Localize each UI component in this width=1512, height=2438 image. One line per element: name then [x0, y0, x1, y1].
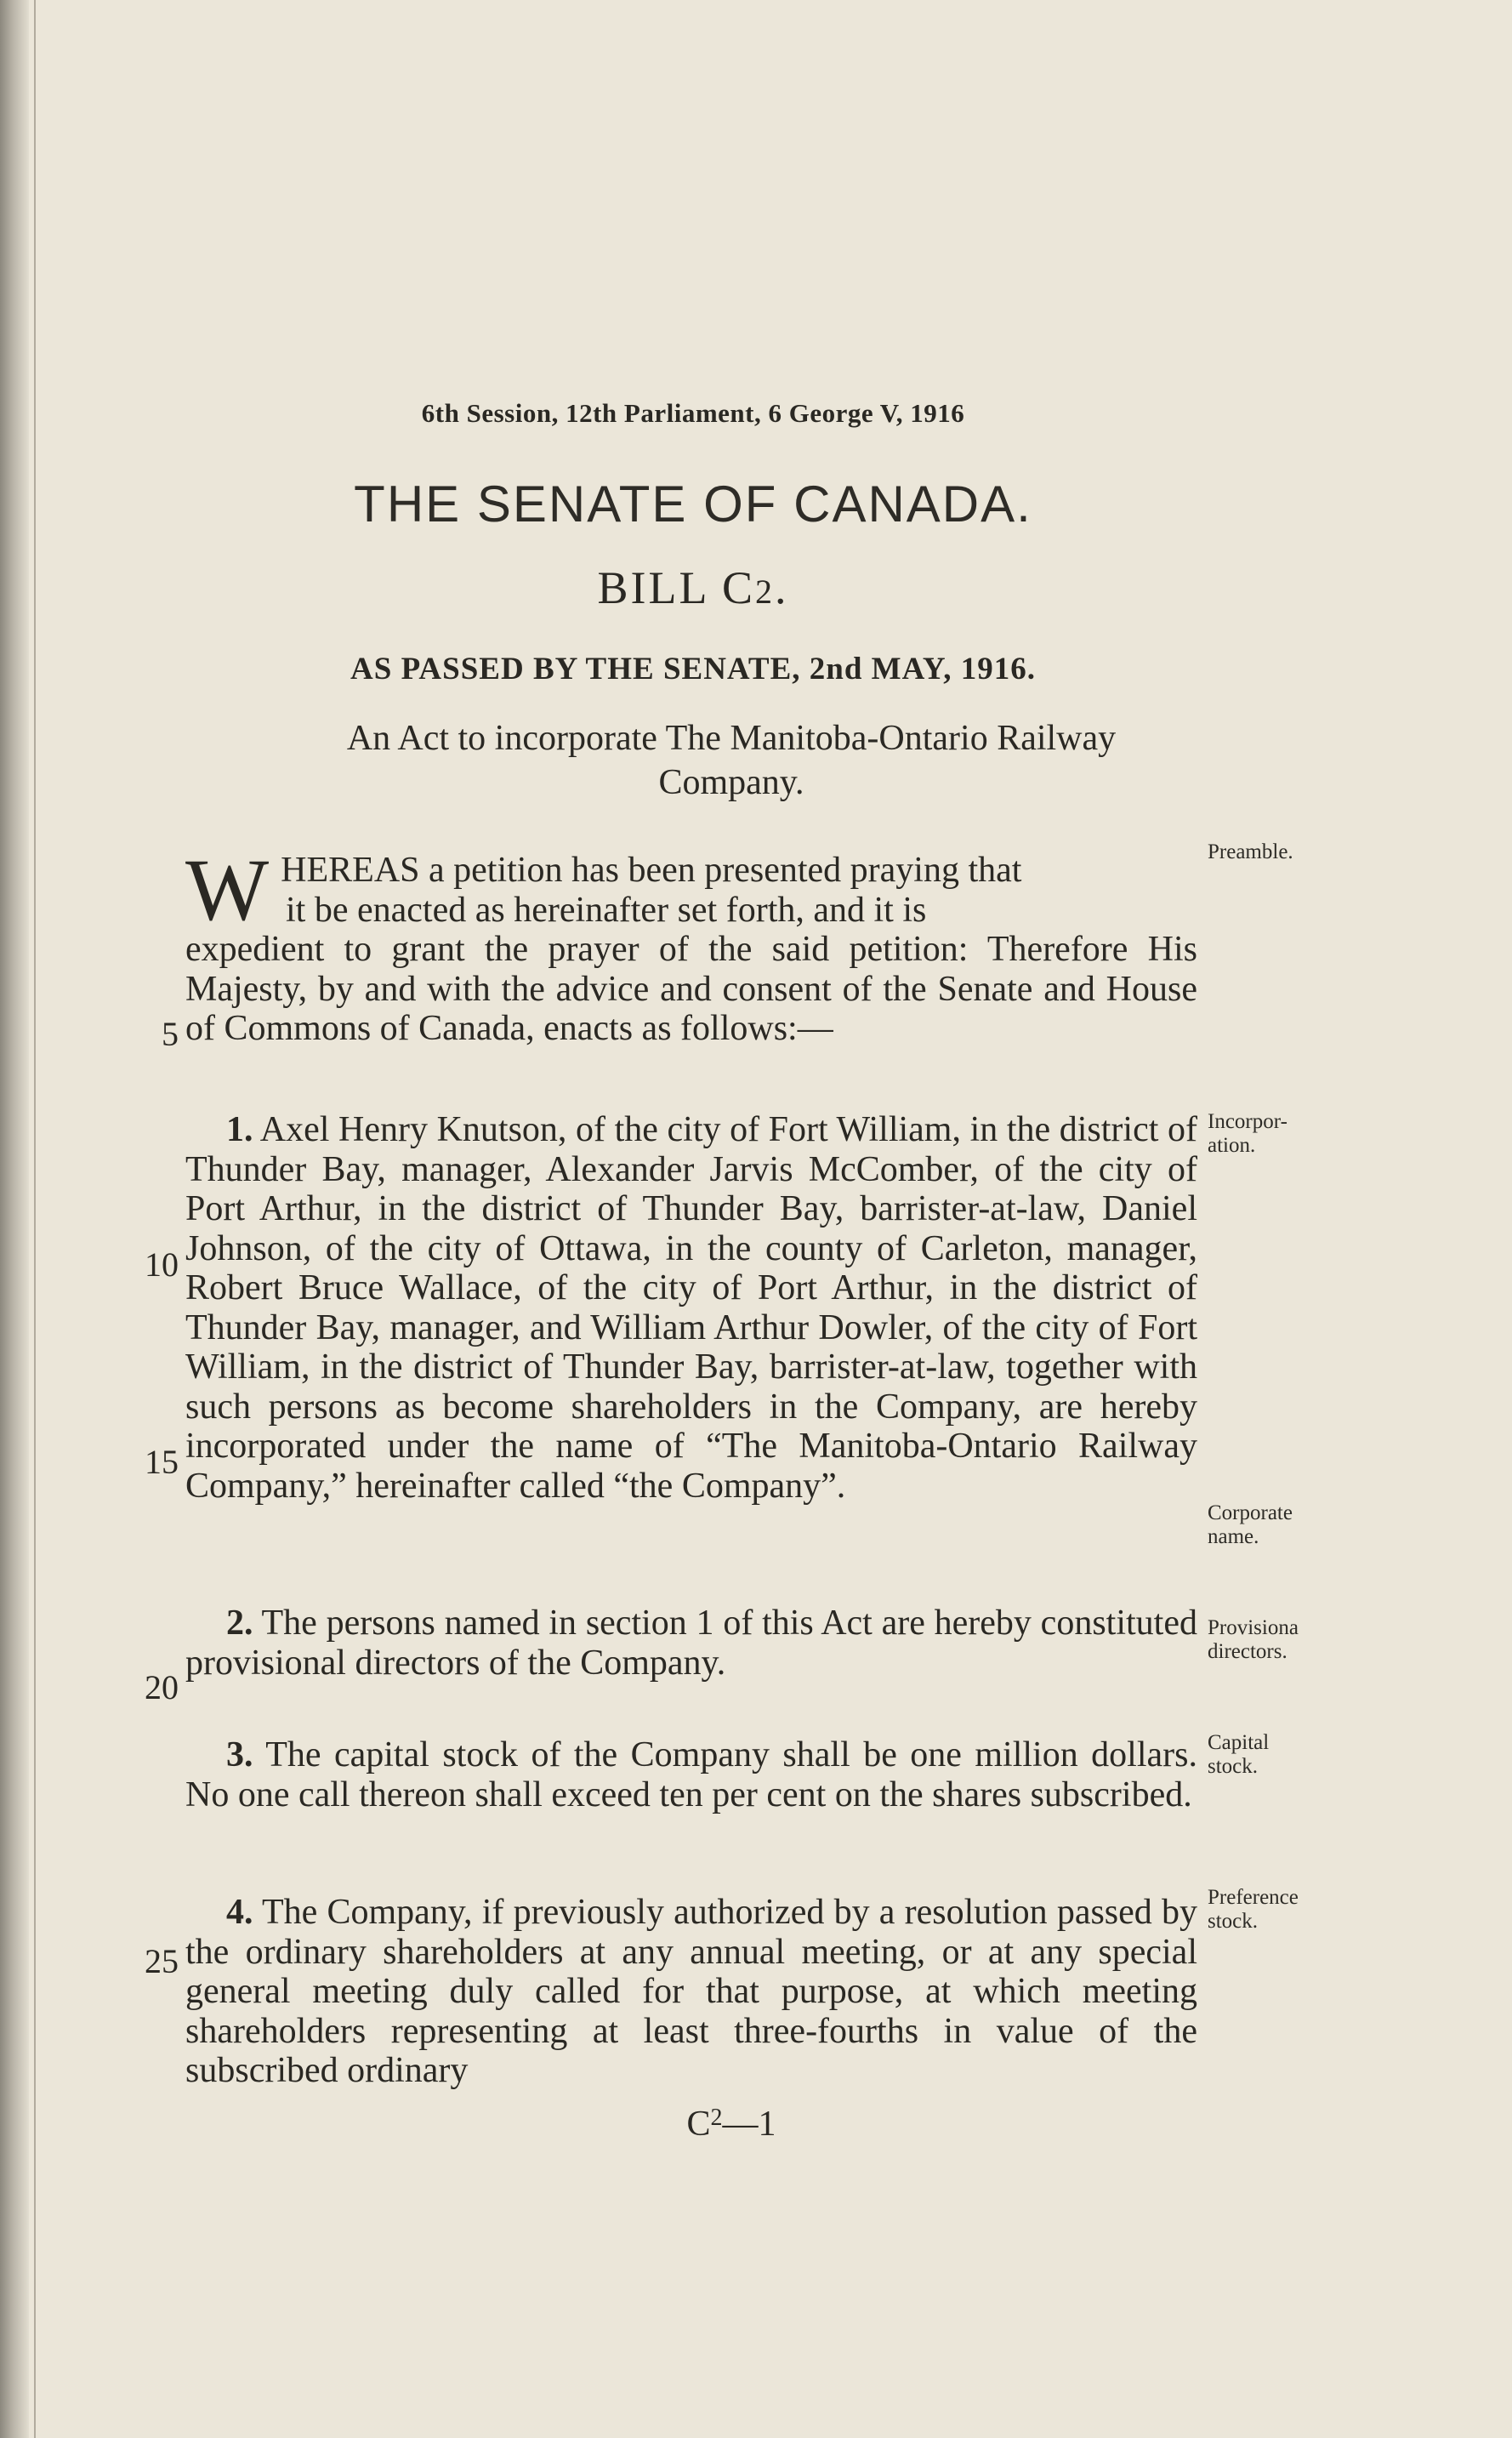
line-number-15: 15	[145, 1443, 179, 1481]
section-2-text: The persons named in section 1 of this Act are hereby constituted provisional directors of the Company.	[185, 1603, 1197, 1683]
section-4-paragraph	[185, 1893, 1197, 2091]
margin-note-corporate-name: Corporate name.	[1208, 1501, 1293, 1548]
house-title: THE SENATE OF CANADA.	[354, 476, 1032, 533]
dropcap-letter: W	[185, 841, 270, 939]
margin-note-incorporation: Incorpor-ation.	[1208, 1110, 1287, 1157]
margin-note-preamble: Preamble.	[1208, 840, 1293, 863]
section-2-paragraph	[185, 1603, 1197, 1683]
bill-suffix: .	[774, 562, 789, 613]
section-4-number: 4.	[226, 1893, 253, 1932]
binding-shadow	[0, 0, 29, 2438]
line-number-10: 10	[145, 1245, 179, 1284]
margin-note-provisional-directors: Provisiona directors.	[1208, 1616, 1299, 1663]
bill-number: 2	[754, 572, 775, 611]
section-2-number: 2.	[226, 1603, 253, 1643]
footer-prefix: C	[686, 2105, 711, 2144]
page-footer	[629, 2104, 833, 2145]
line-number-5: 5	[162, 1015, 179, 1053]
section-2	[185, 1603, 1197, 1683]
session-line: 6th Session, 12th Parliament, 6 George V, 1916	[421, 398, 965, 428]
footer-number: 2	[710, 2105, 723, 2131]
margin-note-capital-stock: Capital stock.	[1208, 1731, 1270, 1778]
preamble	[185, 841, 1197, 1049]
section-3-paragraph	[185, 1735, 1197, 1814]
line-number-20: 20	[145, 1668, 179, 1706]
section-1-number: 1.	[226, 1110, 253, 1149]
preamble-line-1: HEREAS a petition has been presented praying that	[281, 851, 1022, 890]
section-4	[185, 1893, 1197, 2091]
act-title	[272, 716, 1191, 805]
section-1	[185, 1110, 1197, 1506]
preamble-line-2: it be enacted as hereinafter set forth, and it is	[286, 890, 927, 930]
section-3-number: 3.	[226, 1735, 253, 1774]
section-3-text: The capital stock of the Company shall be one million dollars. No one call thereon shall exceed ten per cent on the shares subscribed.	[185, 1735, 1197, 1814]
bill-title	[153, 561, 1233, 614]
bill-prefix: BILL C	[597, 562, 755, 613]
act-title-text: An Act to incorporate The Manitoba-Ontario Railway Company.	[346, 719, 1117, 802]
margin-note-preference-stock: Preference stock.	[1208, 1886, 1299, 1933]
section-3	[185, 1735, 1197, 1814]
section-1-paragraph	[185, 1110, 1197, 1506]
section-1-text: Axel Henry Knutson, of the city of Fort William, in the district of Thunder Bay, manager, Alexander Jarvis McComber, of the city of Port Arthur, in the district of Thunder Bay, barrister-at-law, Daniel Johnson, of the city of Ottawa, in the county of Carleton, manager, Robert Bruce Wallace, of the city of Port Arthur, in the district of Thunder Bay, manager, and William Arthur Dowler, of the city of Fort William, in the district of Thunder Bay, barrister-at-law, together with such persons as become shareholders in the Company, are hereby incorporated under the name of “The Manitoba-Ontario Railway Company,” hereinafter called “the Company”.	[185, 1110, 1197, 1506]
footer-suffix: —1	[722, 2105, 776, 2144]
binding-edge	[34, 0, 36, 2438]
preamble-rest: expedient to grant the prayer of the said petition: Therefore His Majesty, by and with the advice and consent of the Senate and House of Commons of Canada, enacts as follows:—	[185, 930, 1197, 1048]
line-number-25: 25	[145, 1942, 179, 1980]
passed-line: AS PASSED BY THE SENATE, 2nd MAY, 1916.	[350, 652, 1036, 686]
section-4-text: The Company, if previously authorized by a resolution passed by the ordinary shareholders at any annual meeting, or at any special general meeting duly called for that purpose, at which meeting shareholders representing at least three-fourths in value of the subscribed ordinary	[185, 1893, 1197, 2090]
